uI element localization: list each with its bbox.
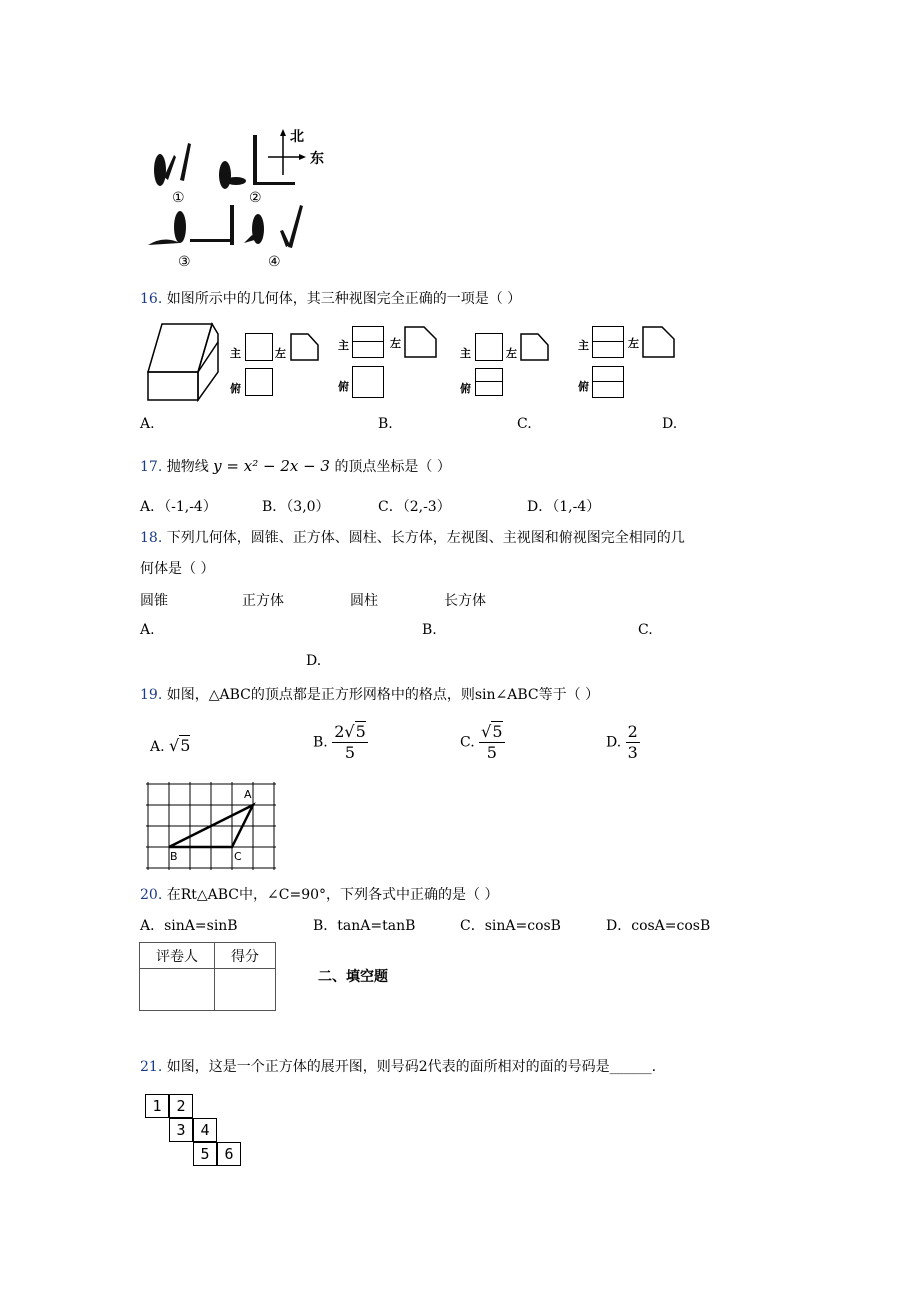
net-cell-4: 4 xyxy=(193,1118,217,1142)
q16-c-front-view xyxy=(475,333,503,361)
q17-option-d[interactable]: D．（1,-4） xyxy=(527,499,601,515)
q16-a-top-view xyxy=(245,368,273,396)
q19-option-c-label: C. xyxy=(460,734,475,751)
q18-shape-cylinder: 圆柱 xyxy=(350,593,378,609)
q18-option-a[interactable]: A. xyxy=(140,622,155,638)
q19-option-b-fraction xyxy=(332,722,368,763)
q19-text: 如图，△ABC的顶点都是正方形网格中的格点，则sin∠ABC等于（ ） xyxy=(166,687,600,703)
q18-shape-cone: 圆锥 xyxy=(140,593,168,609)
q16-option-b[interactable]: B. xyxy=(378,416,393,432)
shadow-figure xyxy=(140,125,340,265)
q21-number: 21. xyxy=(140,1059,163,1075)
q17-suffix: 的顶点坐标是（ ） xyxy=(334,459,451,475)
score-box-grader-header: 评卷人 xyxy=(140,943,215,969)
net-cell-5: 5 xyxy=(193,1142,217,1166)
q19-option-d-label: D. xyxy=(606,734,622,751)
q16-b-top-label: 俯 xyxy=(338,380,349,393)
q16-d-top-label: 俯 xyxy=(578,380,589,393)
q16-a-top-label: 俯 xyxy=(230,382,241,395)
q16-c-top-view xyxy=(475,368,503,396)
q18-stem-line1 xyxy=(140,527,685,547)
q17-option-c[interactable]: C．（2,-3） xyxy=(378,499,451,515)
tree-shadow-4 xyxy=(244,205,303,248)
q18-text-line1: 下列几何体，圆锥、正方体、圆柱、长方体，左视图、主视图和俯视图完全相同的几 xyxy=(166,530,685,546)
shadow-label-1: ① xyxy=(172,190,185,206)
compass-east-label: 东 xyxy=(310,151,324,167)
q19-option-b[interactable] xyxy=(313,722,368,763)
sqrt-icon: √ xyxy=(169,736,180,755)
q21-stem xyxy=(140,1056,656,1076)
q16-a-front-label: 主 xyxy=(230,347,241,360)
q19-option-c-numerator: √5 xyxy=(481,722,503,741)
q19-option-b-denominator: 5 xyxy=(344,743,356,762)
q17-prefix: 抛物线 xyxy=(166,459,209,475)
q16-d-left-view xyxy=(642,326,676,360)
q20-number: 20. xyxy=(140,887,163,903)
q16-d-left-label: 左 xyxy=(628,337,639,350)
q16-b-top-view xyxy=(352,366,384,398)
q16-c-left-label: 左 xyxy=(506,347,517,360)
q16-a-left-label: 左 xyxy=(275,347,286,360)
score-box xyxy=(139,942,276,1011)
q16-b-left-label: 左 xyxy=(390,337,401,350)
q20-option-d[interactable]: D．cosA=cosB xyxy=(606,918,711,934)
shadow-label-3: ③ xyxy=(178,254,191,270)
tree-shadow-1 xyxy=(154,143,191,186)
sqrt-icon: √ xyxy=(481,722,492,741)
q16-option-a[interactable]: A. xyxy=(140,416,155,432)
q18-option-d[interactable]: D. xyxy=(306,653,322,669)
q16-a-front-view xyxy=(245,333,273,361)
score-box-grader-cell[interactable] xyxy=(140,969,215,1011)
q16-solid xyxy=(140,322,230,402)
q18-number: 18. xyxy=(140,530,163,546)
q16-option-d[interactable]: D. xyxy=(662,416,678,432)
q19-option-a-label: A. xyxy=(150,739,165,755)
tree-shadow-3 xyxy=(148,205,234,245)
q20-stem xyxy=(140,884,498,904)
net-cell-1: 1 xyxy=(145,1094,169,1118)
q17-option-a[interactable]: A．（-1,-4） xyxy=(140,499,217,515)
q16-b-left-view xyxy=(404,326,438,360)
q19-option-a[interactable] xyxy=(150,736,190,755)
q20-text: 在Rt△ABC中，∠C=90°，下列各式中正确的是（ ） xyxy=(166,887,499,903)
q19-option-c-denominator: 5 xyxy=(486,743,497,762)
q18-shape-cube: 正方体 xyxy=(242,593,284,609)
q19-number: 19. xyxy=(140,687,163,703)
q19-stem xyxy=(140,684,599,704)
score-box-score-header: 得分 xyxy=(215,943,276,969)
net-cell-2: 2 xyxy=(169,1094,193,1118)
q21-text: 如图，这是一个正方体的展开图，则号码2代表的面所相对的面的号码是______. xyxy=(166,1059,657,1075)
q16-c-top-label: 俯 xyxy=(460,382,471,395)
q16-a-left-view xyxy=(290,333,320,363)
q19-vertex-a: A xyxy=(244,788,252,801)
q19-option-a-radicand: 5 xyxy=(180,736,191,755)
q19-option-d[interactable] xyxy=(606,722,640,763)
q16-c-left-view xyxy=(520,333,550,363)
q19-option-d-fraction xyxy=(626,722,640,763)
q16-number: 16. xyxy=(140,291,163,307)
q17-formula: y = x² − 2x − 3 xyxy=(213,457,330,475)
q16-c-front-label: 主 xyxy=(460,347,471,360)
q20-option-a[interactable]: A．sinA=sinB xyxy=(140,918,238,934)
q16-stem xyxy=(140,288,521,308)
q17-number: 17. xyxy=(140,459,163,475)
compass-north-label: 北 xyxy=(290,129,304,145)
q19-option-c-fraction xyxy=(479,722,504,763)
q19-option-d-denominator: 3 xyxy=(627,743,638,762)
section-title: 二、填空题 xyxy=(318,969,388,985)
q17-stem xyxy=(140,456,451,476)
net-cell-3: 3 xyxy=(169,1118,193,1142)
sqrt-icon: √ xyxy=(344,722,355,741)
q16-b-front-view xyxy=(352,326,384,358)
q19-option-b-numerator: 2√5 xyxy=(334,722,366,741)
shadow-label-2: ② xyxy=(249,190,262,206)
q19-vertex-c: C xyxy=(234,850,242,863)
q20-option-c[interactable]: C．sinA=cosB xyxy=(460,918,561,934)
shadow-label-4: ④ xyxy=(268,254,281,270)
q18-text-line2: 何体是（ ） xyxy=(140,561,215,577)
q18-shape-cuboid: 长方体 xyxy=(444,593,486,609)
q17-option-b[interactable]: B．（3,0） xyxy=(262,499,330,515)
q20-option-b[interactable]: B．tanA=tanB xyxy=(313,918,416,934)
q18-option-b[interactable]: B. xyxy=(422,622,437,638)
q19-grid-figure xyxy=(146,782,278,872)
q19-option-d-numerator: 2 xyxy=(627,722,638,741)
q18-option-c[interactable]: C. xyxy=(638,622,653,638)
q16-d-top-view xyxy=(592,366,624,398)
q16-d-front-label: 主 xyxy=(578,339,589,352)
q19-option-b-label: B. xyxy=(313,734,328,751)
q16-text: 如图所示中的几何体，其三种视图完全正确的一项是（ ） xyxy=(166,291,522,307)
q16-option-c[interactable]: C. xyxy=(517,416,532,432)
net-cell-6: 6 xyxy=(217,1142,241,1166)
q16-d-front-view xyxy=(592,326,624,358)
q19-option-c[interactable] xyxy=(460,722,505,763)
q19-vertex-b: B xyxy=(170,850,178,863)
score-box-score-cell[interactable] xyxy=(215,969,276,1011)
q16-b-front-label: 主 xyxy=(338,339,349,352)
